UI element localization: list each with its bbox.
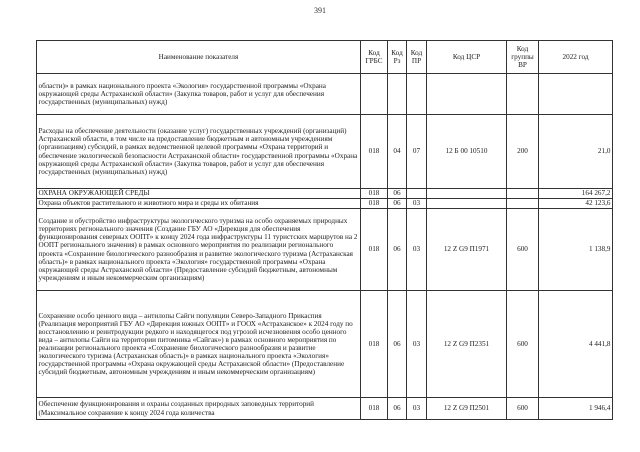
row-name: ОХРАНА ОКРУЖАЮЩЕЙ СРЕДЫ [37,189,361,199]
row-rz: 04 [388,115,407,189]
row-vr: 600 [507,291,539,398]
row-pr [407,74,427,115]
row-pr [407,189,427,199]
row-sum: 4 441,8 [539,291,613,398]
header-year: 2022 год [539,41,613,74]
table-row [37,291,613,398]
row-vr: 600 [507,398,539,420]
table-row [37,398,613,420]
row-vr [507,199,539,209]
row-grbs: 018 [361,398,388,420]
header-pr: Код ПР [407,41,427,74]
row-grbs: 018 [361,291,388,398]
row-grbs: 018 [361,115,388,189]
row-name: Создание и обустройство инфраструктуры экологического туризма на особо охраняемых природных территориях регионального значения (Создание ГБУ АО «Дирекция для обеспечения функционирования северных ООПТ» к концу 2024 года инфраструктуры 11 туристских маршрутов на 2 ООПТ регионального значения) в рамках основного мероприятия по реализации регионального проекта «Сохранение биологического разнообразия и развитие экологического туризма (Астраханская область)» в рамках национального проекта «Экология» государственной программы «Охрана окружающей среды Астраханской области» (Предоставление субсидий бюджетным, автономным учреждениям и иным некоммерческим организациям) [37,209,361,291]
header-csr: Код ЦСР [427,41,507,74]
header-vr: Код группы ВР [507,41,539,74]
row-pr: 07 [407,115,427,189]
table-row [37,74,613,115]
row-vr [507,74,539,115]
row-csr [427,199,507,209]
row-rz: 06 [388,189,407,199]
row-grbs: 018 [361,209,388,291]
row-csr: 12 Б 00 10510 [427,115,507,189]
row-grbs: 018 [361,199,388,209]
row-name: Расходы на обеспечение деятельности (оказание услуг) государственных учреждений (организаций) Астраханской области, в том числе на предоставление бюджетным и автономным учреждениям (организациям) субсидий, в рамках ведомственной целевой программы «Охрана территорий и обеспечение экологической безопасности Астраханской области» государственной программы «Охрана окружающей среды Астраханской области» (Закупка товаров, работ и услуг для обеспечения государственных (муниципальных) нужд) [37,115,361,189]
table-row [37,209,613,291]
row-sum: 42 123,6 [539,199,613,209]
row-name: Охрана объектов растительного и животного мира и среды их обитания [37,199,361,209]
header-name: Наименование показателя [37,41,361,74]
row-rz [388,74,407,115]
row-grbs: 018 [361,189,388,199]
row-rz: 06 [388,291,407,398]
row-pr: 03 [407,291,427,398]
row-csr: 12 Z G9 П1971 [427,209,507,291]
table-header-row [37,41,613,74]
row-name: Сохранение особо ценного вида – антилопы Сайги популяции Северо-Западного Прикаспия (Реализация мероприятий ГБУ АО «Дирекция южных ООПТ» и ГООХ «Астраханское» к 2024 году по восстановлению и реинтродукции редкого и находящегося под угрозой исчезновения особо ценного вида – антилопы Сайги на территории питомника «Сайгак») в рамках основного мероприятия по реализации регионального проекта «Сохранение биологического разнообразия и развитие экологического туризма (Астраханская область)» в рамках национального проекта «Экология» государственной программы «Охрана окружающей среды Астраханской области» (Предоставление субсидий бюджетным, автономным учреждениям и иным некоммерческим организациям) [37,291,361,398]
row-rz: 06 [388,398,407,420]
row-name: Обеспечение функционирования и охраны созданных природных заповедных территорий (Максимальное сохранение к концу 2024 года количества [37,398,361,420]
row-sum: 1 946,4 [539,398,613,420]
page-number: 391 [314,6,326,15]
row-pr: 03 [407,209,427,291]
table-row [37,189,613,199]
row-name: области)» в рамках национального проекта «Экология» государственной программы «Охрана окружающей среды Астраханской области» (Закупка товаров, работ и услуг для обеспечения государственных (муниципальных) нужд) [37,74,361,115]
row-sum [539,74,613,115]
header-rz: Код Рз [388,41,407,74]
row-csr: 12 Z G9 П2501 [427,398,507,420]
row-sum: 164 267,2 [539,189,613,199]
budget-table [36,40,613,420]
header-grbs: Код ГРБС [361,41,388,74]
row-vr [507,189,539,199]
row-vr: 200 [507,115,539,189]
row-rz: 06 [388,209,407,291]
row-csr [427,189,507,199]
row-pr: 03 [407,398,427,420]
row-sum: 1 138,9 [539,209,613,291]
table-row [37,199,613,209]
row-grbs [361,74,388,115]
table-row [37,115,613,189]
row-csr [427,74,507,115]
row-vr: 600 [507,209,539,291]
row-csr: 12 Z G9 П2351 [427,291,507,398]
row-rz: 06 [388,199,407,209]
row-pr: 03 [407,199,427,209]
row-sum: 21,0 [539,115,613,189]
